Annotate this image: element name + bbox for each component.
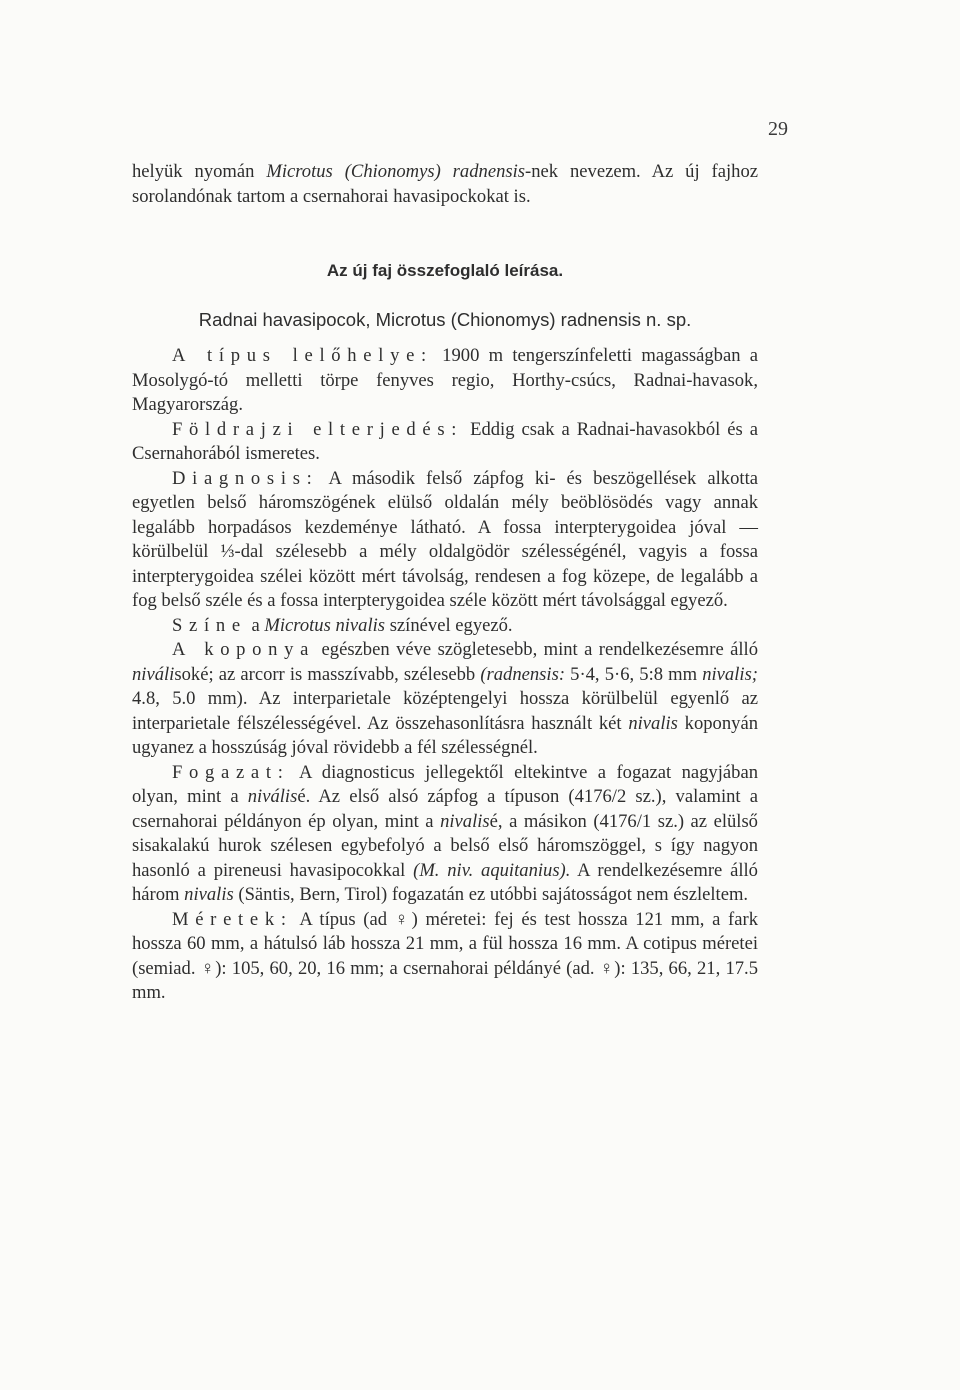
label-type-locality: A típus lelőhelye: <box>172 345 433 366</box>
text-run: é, a másikon (4176/1 sz.) az elülső sisakalakú hurok szélesen egybefolyó a belső első háromszöggel, s így nagyon hasonló a pireneusi havasipocokkal <box>132 810 758 881</box>
text-run: é. Az első alsó zápfog a típuson (4176/2 sz.), valamint a csernahorai példányon ép olyan, mint a <box>132 786 759 832</box>
text-run <box>333 161 345 182</box>
intro-paragraph <box>132 160 758 209</box>
text-run: (Säntis, Bern, Tirol) fogazatán ez utóbbi sajátosságot nem észleltem. <box>233 884 749 905</box>
italic-taxon: Microtus nivalis <box>264 614 386 636</box>
italic-taxon: (radnensis: <box>480 663 566 685</box>
section-heading: Az új faj összefoglaló leírása. <box>326 261 564 280</box>
text-run: A diagnosticus jellegektől eltekintve a fogazat nagyjában olyan, mint a <box>132 761 758 807</box>
text-run: soké; az arcorr is masszívabb, szélesebb <box>174 663 481 685</box>
italic-taxon: niváli <box>132 663 175 685</box>
text-run: A második felső zápfog ki- és beszögellések alkotta egyetlen belső háromszögének elülső oldalán mély beöblösödés vagy annak legalább horpadásos kezdeménye látható. A fossa interpterygoidea jóval — körülbelül ⅓-dal szélesebb a mély oldalgödör szélességénél, vagyis a fossa interpterygoidea szélei között mért távolság, rendesen a fog közepe, de legalább a fog belső széle és a fossa interpterygoidea széle között mért távolsággal egyező. <box>132 467 758 611</box>
diagnosis-paragraph <box>132 467 758 614</box>
distribution-paragraph <box>132 418 758 467</box>
label-distribution: Földrajzi elterjedés: <box>172 418 464 440</box>
italic-taxon: Microtus <box>266 161 333 182</box>
species-heading: Radnai havasipocok, Microtus (Chionomys) radnensis n. sp. <box>198 308 692 330</box>
body-text <box>132 160 758 1006</box>
italic-taxon: nivalis <box>440 810 490 832</box>
label-measurements: Méretek: <box>172 908 293 930</box>
text-run: egészben véve szögletesebb, mint a rendelkezésemre álló <box>315 639 758 660</box>
text-run: 4.8, 5.0 mm). Az interparietale középtengelyi hossza körülbelül egyenlő az interparietale félszélességével. Az összehasonlításra használt két <box>132 688 758 734</box>
text-run: helyük nyomán <box>132 161 267 182</box>
text-run: a <box>246 614 265 636</box>
italic-taxon: nivalis <box>184 884 234 905</box>
measurements-paragraph <box>132 908 758 1006</box>
text-run: koponyán ugyanez a hosszúság jóval rövidebb a fél szélességnél. <box>132 712 758 758</box>
label-dentition: Fogazat: <box>172 761 290 783</box>
italic-taxon: nivális <box>247 786 298 807</box>
text-run: A rendelkezésemre álló három <box>132 859 758 905</box>
italic-taxon: (M. niv. aquitanius). <box>413 859 571 881</box>
text-run: -nek nevezem. Az új fajhoz sorolandónak tartom a csernahorai havasipockokat is. <box>132 161 758 207</box>
text-run: 1900 m tengerszínfeletti magasságban a Mosolygó-tó melletti törpe fenyves regio, Horthy-csúcs, Radnai-havasok, Magyarország. <box>132 345 758 415</box>
page-number: 29 <box>768 118 788 140</box>
type-locality-paragraph <box>132 344 758 418</box>
skull-paragraph <box>132 638 758 761</box>
label-diagnosis: Diagnosis: <box>172 467 319 489</box>
text-run: 5·4, 5·6, 5:8 mm <box>565 663 703 685</box>
dentition-paragraph <box>132 761 758 908</box>
text-run: színével egyező. <box>385 614 513 636</box>
italic-taxon: nivalis; <box>702 663 758 685</box>
label-color: Színe <box>172 614 247 636</box>
text-run: Eddig csak a Radnai-havasokból és a Csernahorából ismeretes. <box>132 418 758 464</box>
italic-taxon: (Chionomys) radnensis <box>344 161 526 182</box>
color-paragraph <box>132 614 758 639</box>
label-skull: A koponya <box>172 639 316 660</box>
text-run: A típus (ad ♀) méretei: fej és test hossza 121 mm, a fark hossza 60 mm, a hátulsó láb hossza 21 mm, a fül hossza 16 mm. A cotipus méretei (semiad. ♀): 105, 60, 20, 16 mm; a csernahorai példányé (ad. ♀): 135, 66, 21, 17.5 mm. <box>132 908 758 1003</box>
italic-taxon: nivalis <box>628 712 678 734</box>
